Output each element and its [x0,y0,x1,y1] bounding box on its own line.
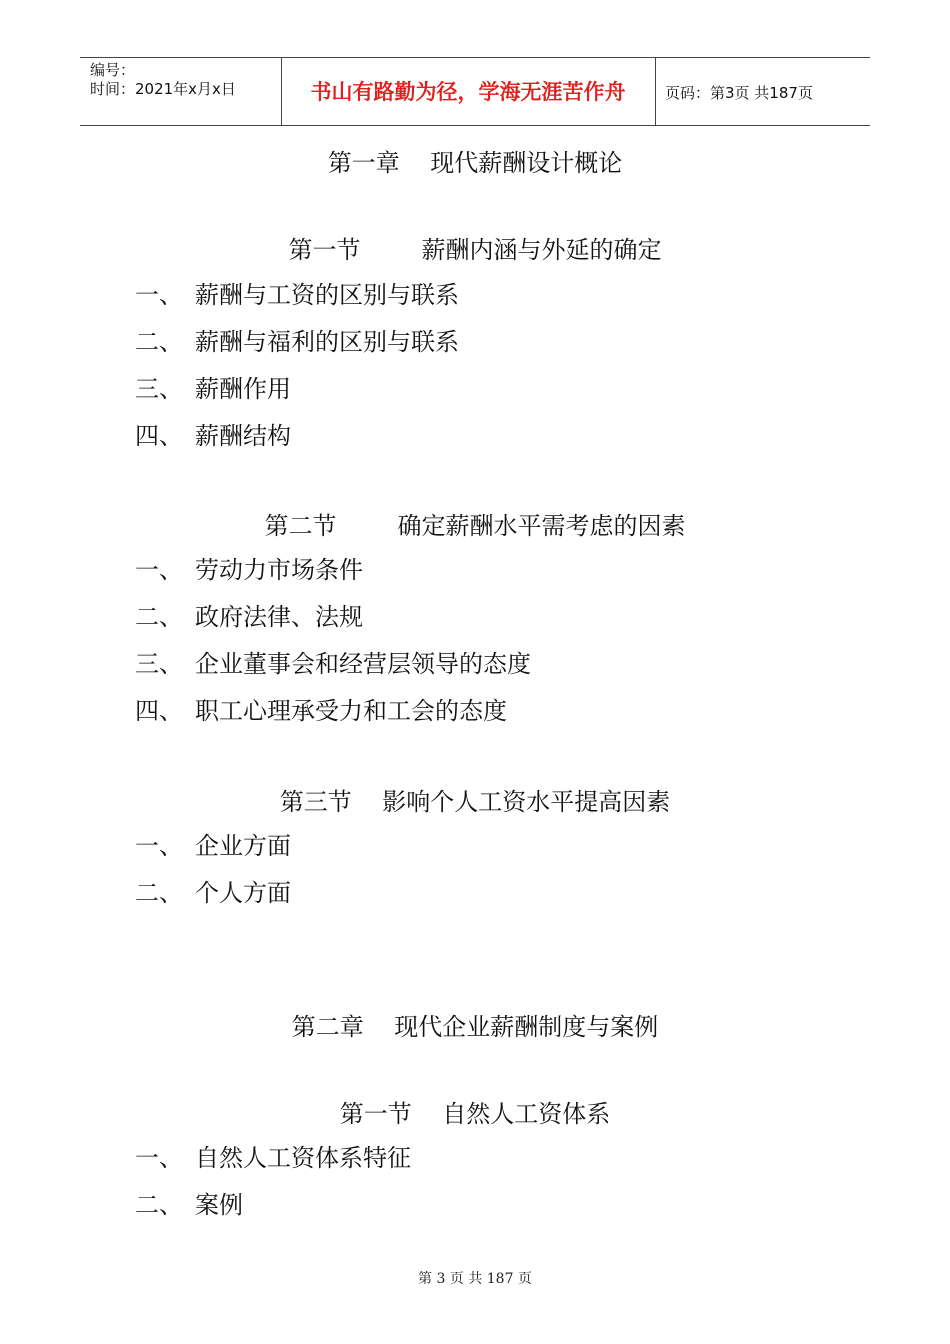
list-item-text: 职工心理承受力和工会的态度 [195,697,507,725]
list-item [135,374,291,404]
list-item-number: 二、 [135,1191,183,1219]
list-item-number: 四、 [135,697,183,725]
list-item-text: 薪酬作用 [195,375,291,403]
section-title: 第一节 自然人工资体系 [339,1100,611,1128]
list-item-number: 三、 [135,650,183,678]
list-item [135,878,291,908]
list-item-text: 政府法律、法规 [195,603,363,631]
section-title: 第二节 确定薪酬水平需考虑的因素 [264,512,686,540]
list-item-text: 个人方面 [195,879,291,907]
list-item-text: 薪酬结构 [195,422,291,450]
list-item-text: 自然人工资体系特征 [195,1144,411,1172]
header-bottom-rule [80,125,870,126]
chapter-title: 第二章 现代企业薪酬制度与案例 [291,1013,659,1041]
list-item-number: 三、 [135,375,183,403]
list-item-text: 企业董事会和经营层领导的态度 [195,650,531,678]
list-item-text: 薪酬与工资的区别与联系 [195,281,459,309]
list-item-number: 二、 [135,603,183,631]
list-item-number: 一、 [135,281,183,309]
list-item-number: 二、 [135,328,183,356]
doc-date: 时间：2021年x月x日 [90,80,236,98]
list-item [135,280,459,310]
header-page-info: 页码：第3页 共187页 [665,84,813,102]
list-item-number: 一、 [135,556,183,584]
list-item-number: 一、 [135,832,183,860]
header-top-rule [80,57,870,58]
list-item-number: 一、 [135,1144,183,1172]
list-item [135,602,363,632]
list-item-text: 薪酬与福利的区别与联系 [195,328,459,356]
list-item-text: 案例 [195,1191,243,1219]
header-motto: 书山有路勤为径，学海无涯苦作舟 [310,80,626,104]
list-item [135,1190,243,1220]
list-item [135,696,507,726]
header-divider-right [655,57,656,125]
list-item-text: 企业方面 [195,832,291,860]
list-item [135,421,291,451]
list-item-number: 二、 [135,879,183,907]
doc-number-label: 编号： [90,61,136,79]
list-item-text: 劳动力市场条件 [195,556,363,584]
section-title: 第三节 影响个人工资水平提高因素 [279,788,671,816]
list-item-number: 四、 [135,422,183,450]
list-item [135,831,291,861]
section-title: 第一节 薪酬内涵与外延的确定 [288,236,662,264]
list-item [135,649,531,679]
list-item [135,1143,411,1173]
page-footer: 第 3 页 共 187 页 [418,1271,532,1287]
list-item [135,555,363,585]
list-item [135,327,459,357]
chapter-title: 第一章 现代薪酬设计概论 [327,149,623,177]
